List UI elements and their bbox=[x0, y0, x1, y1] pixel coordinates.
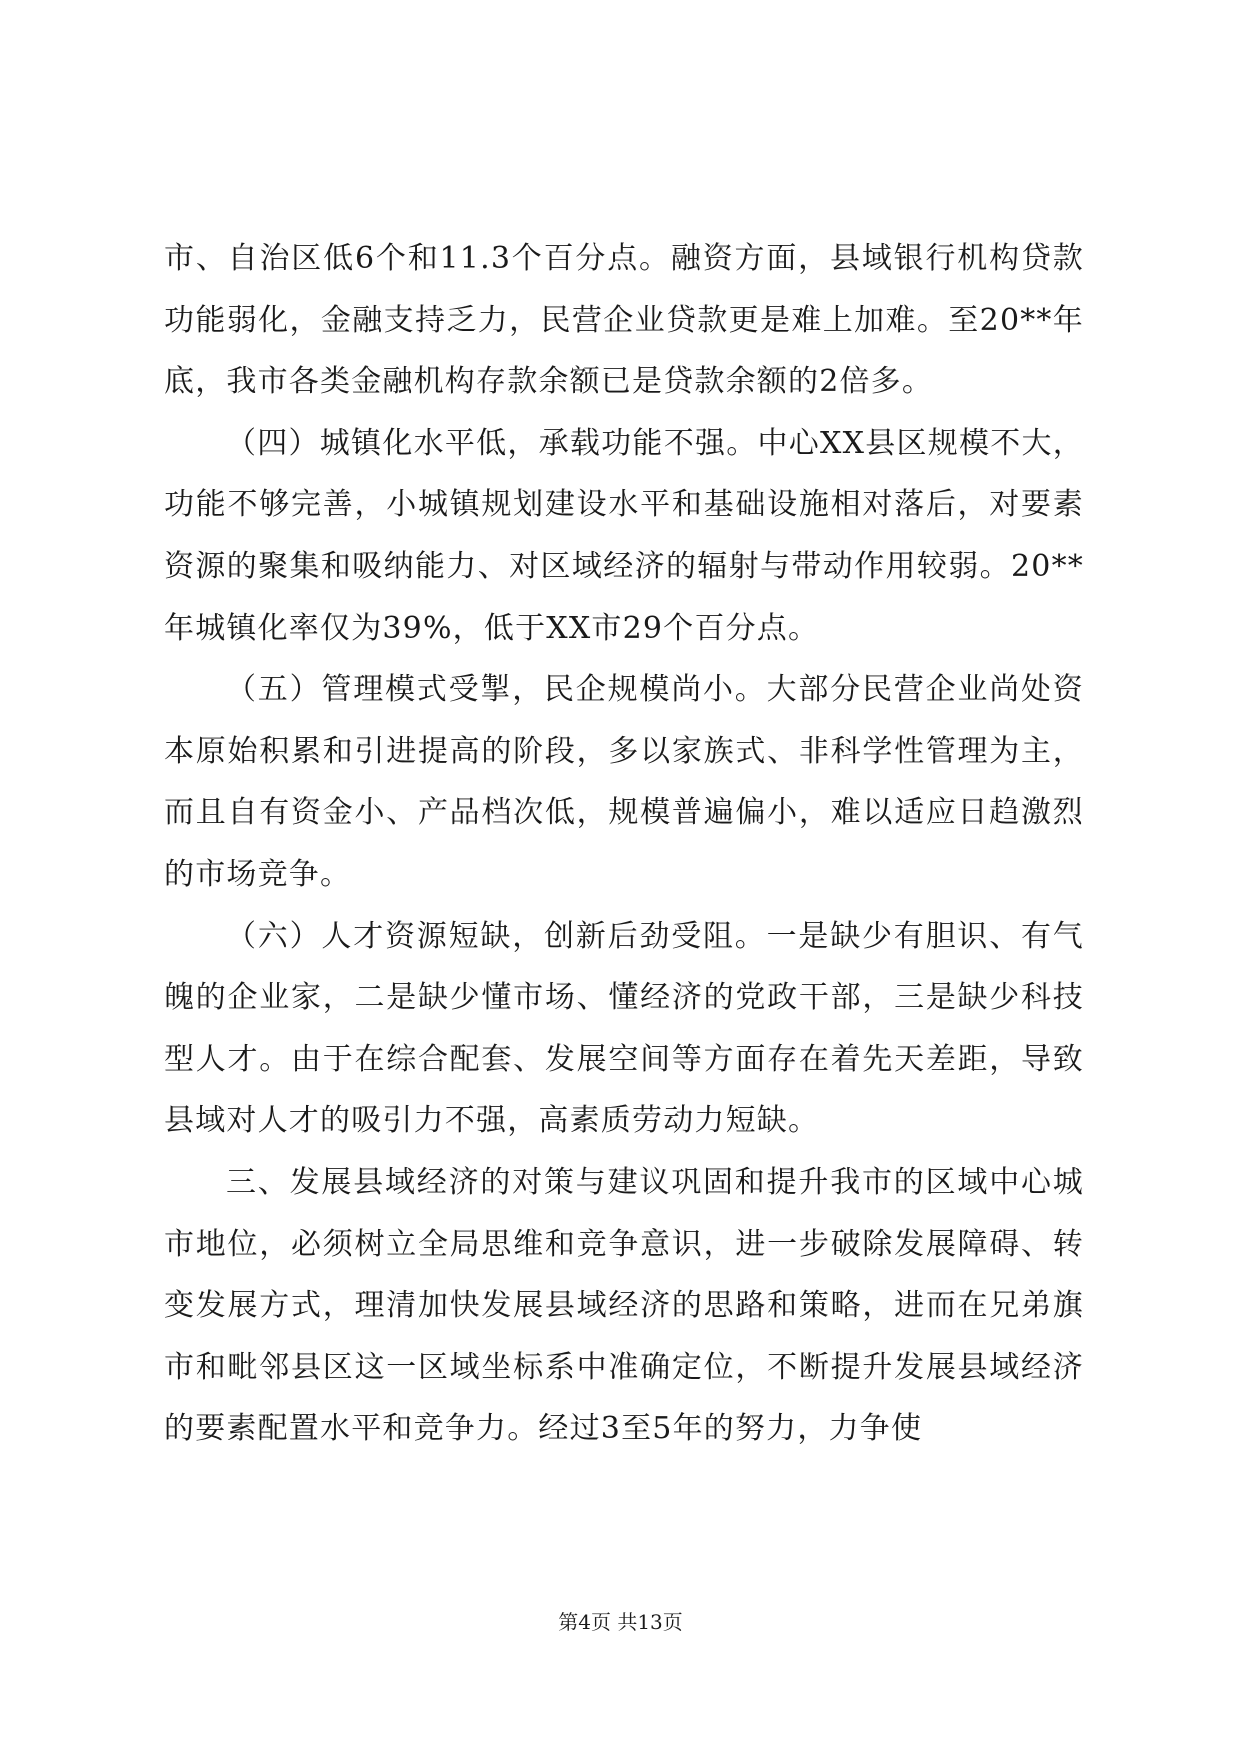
document-body bbox=[164, 228, 1084, 1460]
paragraph-2: （四）城镇化水平低，承载功能不强。中心XX县区规模不大，功能不够完善，小城镇规划建设水平和基础设施相对落后，对要素资源的聚集和吸纳能力、对区域经济的辐射与带动作用较弱。20**年城镇化率仅为39%，低于XX市29个百分点。 bbox=[164, 425, 1084, 646]
page-number-label: 第4页 共13页 bbox=[558, 1610, 683, 1634]
page-footer bbox=[0, 1610, 1241, 1634]
paragraph-1: 市、自治区低6个和11.3个百分点。融资方面，县域银行机构贷款功能弱化，金融支持乏力，民营企业贷款更是难上加难。至20**年底，我市各类金融机构存款余额已是贷款余额的2倍多。 bbox=[164, 241, 1084, 400]
paragraph-4: （六）人才资源短缺，创新后劲受阻。一是缺少有胆识、有气魄的企业家，二是缺少懂市场、懂经济的党政干部，三是缺少科技型人才。由于在综合配套、发展空间等方面存在着先天差距，导致县域对人才的吸引力不强，高素质劳动力短缺。 bbox=[164, 918, 1084, 1139]
paragraph-5: 三、发展县域经济的对策与建议巩固和提升我市的区域中心城市地位，必须树立全局思维和竞争意识，进一步破除发展障碍、转变发展方式，理清加快发展县域经济的思路和策略，进而在兄弟旗市和毗邻县区这一区域坐标系中准确定位，不断提升发展县域经济的要素配置水平和竞争力。经过3至5年的努力，力争使 bbox=[164, 1164, 1084, 1447]
paragraph-3: （五）管理模式受掣，民企规模尚小。大部分民营企业尚处资本原始积累和引进提高的阶段，多以家族式、非科学性管理为主，而且自有资金小、产品档次低，规模普遍偏小，难以适应日趋激烈的市场竞争。 bbox=[164, 672, 1084, 892]
